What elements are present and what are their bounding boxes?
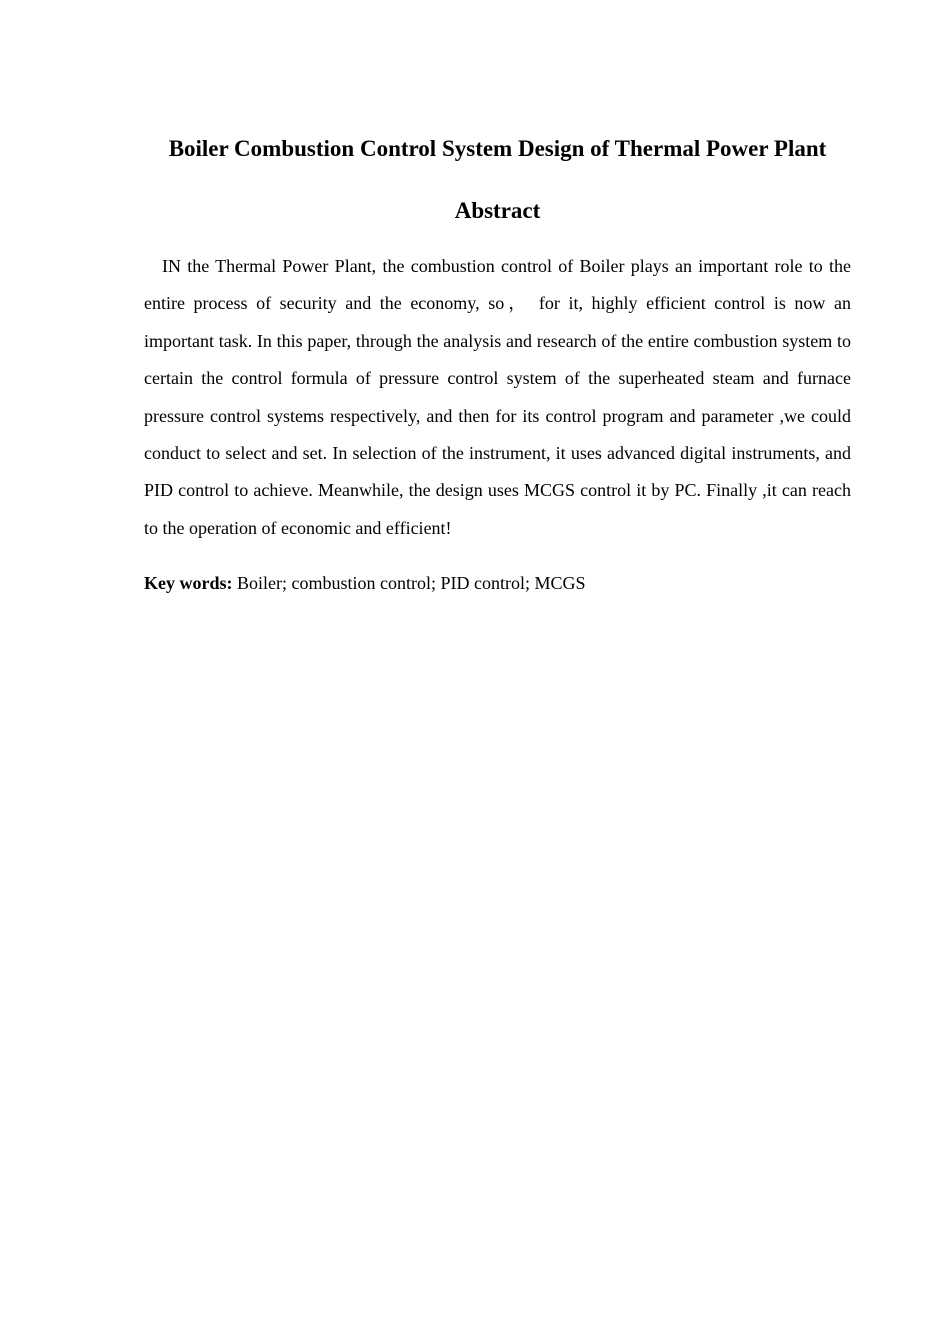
paper-title: Boiler Combustion Control System Design of Thermal Power Plant (168, 136, 827, 161)
abstract-paragraph: IN the Thermal Power Plant, the combustion control of Boiler plays an important role to the entire process of security and the economy, so， for it, highly efficient control is now an important task. In this paper, through the analysis and research of the entire combustion system to certain the control formula of pressure control system of the superheated steam and furnace pressure control systems respectively, and then for its control program and parameter ,we could conduct to select and set. In selection of the instrument, it uses advanced digital instruments, and PID control to achieve. Meanwhile, the design uses MCGS control it by PC. Finally ,it can reach to the operation of economic and efficient! (144, 256, 851, 538)
keywords-list: Boiler; combustion control; PID control; MCGS (237, 573, 586, 594)
abstract-heading: Abstract (454, 198, 541, 223)
keywords-label: Key words: (144, 573, 233, 594)
page-content (144, 118, 851, 597)
keywords-line (144, 569, 851, 597)
